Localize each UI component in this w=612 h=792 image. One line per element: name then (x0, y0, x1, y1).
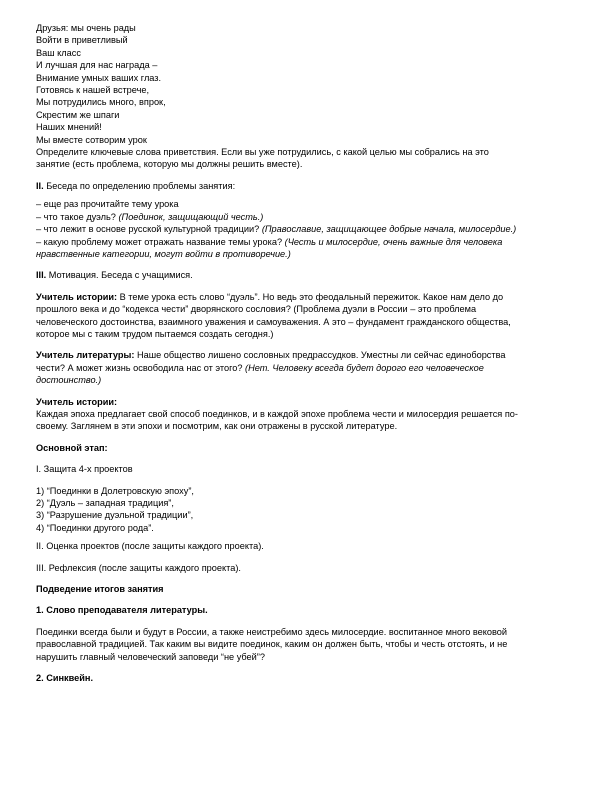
question-text: – что такое дуэль? (36, 211, 119, 222)
poem-line: Скрестим же шпаги (36, 109, 120, 120)
remark-text: В теме урока есть слово “дуэль”. Но ведь это феодальный пережиток. Какое нам дело до (117, 291, 504, 302)
section-number: III. (36, 270, 47, 281)
project-item: 2) “Дуэль – западная традиция”, (36, 498, 174, 508)
remark-text: Наше общество лишено сословных предрассудков. Уместны ли сейчас единоборства (134, 350, 506, 361)
remark-line: человеческого достоинства, взаимного уважения и самоуважения. А это – фундамент гражданского общества, (36, 316, 511, 327)
literature-teacher-remark (36, 349, 576, 386)
speaker-label: Учитель истории: (36, 396, 118, 407)
paragraph-line: Поединки всегда были и будут в России, а также неистребимо здесь милосердие. воспитанное много вековой (36, 626, 508, 637)
question-item (36, 236, 576, 248)
summary-heading: Подведение итогов занятия (36, 584, 164, 595)
speaker-label: Учитель истории: (36, 291, 118, 302)
remark-line: своему. Заглянем в эти эпохи и посмотрим, как они отражены в русской литературе. (36, 421, 398, 432)
poem-line: Наших мнений! (36, 122, 102, 133)
question-text: – что лежит в основе русской культурной традиции? (36, 224, 262, 235)
section-heading-discussion (36, 180, 576, 192)
intro-line: Определите ключевые слова приветствия. Если вы уже потрудились, с какой целью мы собрались на это (36, 147, 489, 158)
poem-line: Мы вместе сотворим урок (36, 134, 147, 145)
document-page (36, 22, 576, 684)
speaker-label: Учитель литературы: (36, 350, 135, 361)
project-list (36, 485, 576, 535)
point-heading: 1. Слово преподавателя литературы. (36, 605, 208, 616)
remark-text: чести? А может жизнь освободила нас от этого? (36, 362, 246, 373)
paragraph-line: нарушить главный человеческий заповеди “не убей”? (36, 651, 265, 662)
point-heading: 2. Синквейн. (36, 673, 94, 684)
question-answer: (Поединок, защищающий честь.) (118, 211, 264, 222)
question-text: – какую проблему может отражать название темы урока? (36, 236, 285, 247)
intro-paragraph (36, 146, 576, 171)
history-teacher-remark (36, 291, 576, 341)
poem-line: Друзья: мы очень рады (36, 23, 136, 33)
poem-line: Войти в приветливый (36, 35, 128, 46)
stage-item: III. Рефлексия (после защиты каждого проекта). (36, 562, 241, 573)
section-title: Мотивация. Беседа с учащимися. (46, 270, 193, 281)
point-paragraph (36, 626, 576, 663)
poem-line: Ваш класс (36, 47, 81, 58)
question-answer: (Православие, защищающее добрые начала, милосердие.) (261, 224, 517, 235)
paragraph-line: православной традицией. Так каким вы видите поединок, каким он должен быть, чтобы и честь отстоять, и не (36, 639, 508, 650)
remark-line: Каждая эпоха предлагает свой способ поединков, и в каждой эпохе проблема чести и милосердия решается по- (36, 408, 518, 419)
remark-line: которое мы с таким трудом пытаемся создать сегодня.) (36, 328, 274, 339)
remark-line: прошлого века и до “кодекса чести” дворянского сословия? (Проблема дуэли в России – это проблема (36, 304, 477, 315)
section-number: II. (36, 180, 44, 191)
question-item (36, 223, 576, 235)
poem-line: И лучшая для нас награда – (36, 60, 158, 71)
history-teacher-remark-2 (36, 396, 576, 433)
question-item: – еще раз прочитайте тему урока (36, 199, 179, 210)
project-item: 1) “Поединки в Долетровскую эпоху”, (36, 485, 194, 496)
poem-line: Внимание умных ваших глаз. (36, 72, 162, 83)
project-item: 3) “Разрушение дуэльной традиции”, (36, 510, 194, 521)
question-list (36, 198, 576, 260)
intro-line: занятие (есть проблема, которую мы должны решить вместе). (36, 159, 303, 170)
question-item (36, 211, 576, 223)
question-answer-continued: нравственные категории, могут войти в противоречие.) (36, 248, 291, 259)
question-answer: (Честь и милосердие, очень важные для человека (284, 236, 503, 247)
project-item: 4) “Поединки другого рода”. (36, 522, 154, 533)
stage-item: I. Защита 4-х проектов (36, 464, 133, 475)
main-stage-heading: Основной этап: (36, 442, 108, 453)
stage-item: II. Оценка проектов (после защиты каждого проекта). (36, 541, 264, 552)
section-title: Беседа по определению проблемы занятия: (43, 180, 236, 191)
poem (36, 22, 576, 146)
remark-answer: (Нет. Человеку всегда будет дорого его человеческое (245, 362, 484, 373)
poem-line: Мы потрудились много, впрок, (36, 97, 166, 108)
section-heading-motivation (36, 269, 576, 281)
remark-answer-continued: достоинство.) (36, 375, 102, 386)
poem-line: Готовясь к нашей встрече, (36, 85, 150, 96)
